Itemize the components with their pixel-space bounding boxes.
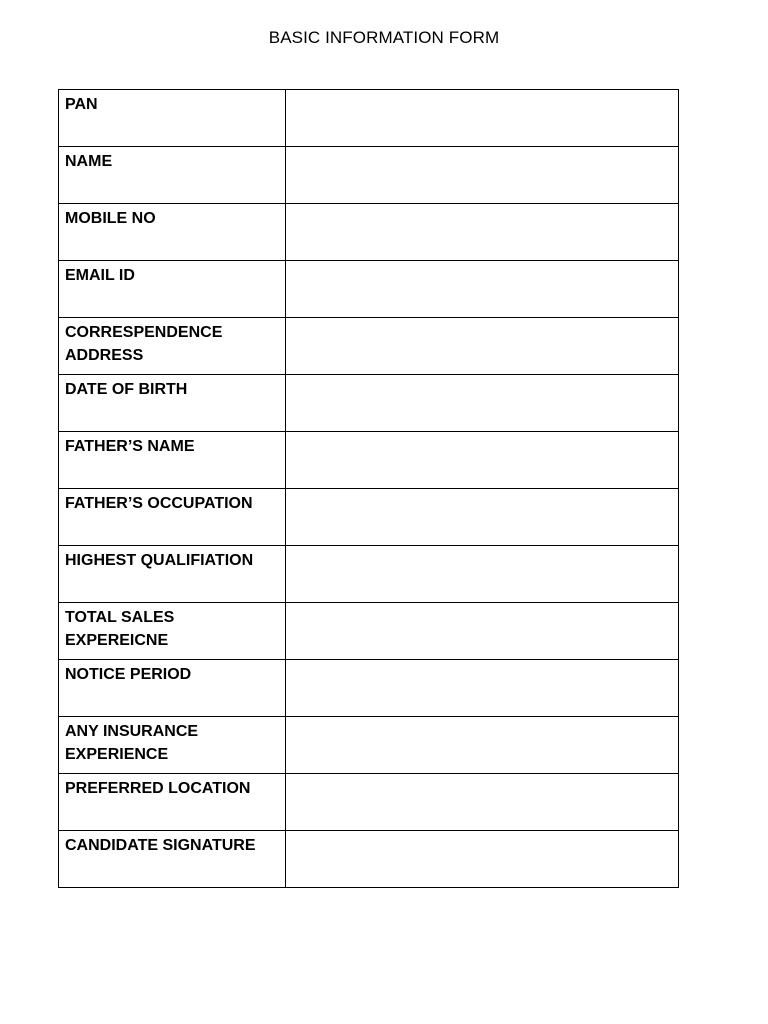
total-sales-experience-entry-field[interactable] [286,603,679,660]
field-label-preferred-location: PREFERRED LOCATION [65,780,251,797]
label-cell [59,660,286,717]
table-row-fathers-occupation [59,489,679,546]
field-label-insurance-experience: ANY INSURANCE EXPERIENCE [65,723,199,763]
label-cell [59,147,286,204]
label-cell [59,774,286,831]
table-row-sales-experience [59,603,679,660]
label-cell [59,603,286,660]
label-cell [59,432,286,489]
field-label-candidate-signature: CANDIDATE SIGNATURE [65,837,256,854]
label-cell [59,546,286,603]
label-cell [59,375,286,432]
field-label-fathers-occupation: FATHER’S OCCUPATION [65,495,253,512]
preferred-location-entry-field[interactable] [286,774,679,831]
table-row-dob [59,375,679,432]
field-label-date-of-birth: DATE OF BIRTH [65,381,188,398]
notice-period-entry-field[interactable] [286,660,679,717]
label-cell [59,261,286,318]
table-row-email [59,261,679,318]
correspondence-address-entry-field[interactable] [286,318,679,375]
name-entry-field[interactable] [286,147,679,204]
table-row-name [59,147,679,204]
field-label-pan: PAN [65,96,98,113]
label-cell [59,90,286,147]
label-cell [59,318,286,375]
table-row-insurance-experience [59,717,679,774]
form-title: BASIC INFORMATION FORM [268,28,500,47]
field-label-name: NAME [65,153,113,170]
field-label-fathers-name: FATHER’S NAME [65,438,195,455]
label-cell [59,489,286,546]
field-label-email-id: EMAIL ID [65,267,135,284]
date-of-birth-entry-field[interactable] [286,375,679,432]
fathers-name-entry-field[interactable] [286,432,679,489]
field-label-highest-qualification: HIGHEST QUALIFIATION [65,552,254,569]
table-row-signature [59,831,679,888]
table-row-pan [59,90,679,147]
candidate-signature-entry-field[interactable] [286,831,679,888]
field-label-mobile-no: MOBILE NO [65,210,156,227]
insurance-experience-entry-field[interactable] [286,717,679,774]
email-id-entry-field[interactable] [286,261,679,318]
label-cell [59,204,286,261]
table-row-address [59,318,679,375]
highest-qualification-entry-field[interactable] [286,546,679,603]
mobile-no-entry-field[interactable] [286,204,679,261]
label-cell [59,717,286,774]
label-cell [59,831,286,888]
table-row-preferred-location [59,774,679,831]
fathers-occupation-entry-field[interactable] [286,489,679,546]
table-row-mobile [59,204,679,261]
pan-entry-field[interactable] [286,90,679,147]
field-label-correspondence-address: CORRESPENDENCE ADDRESS [65,324,223,364]
field-label-notice-period: NOTICE PERIOD [65,666,192,683]
field-label-total-sales-experience: TOTAL SALES EXPEREICNE [65,609,175,649]
table-row-fathers-name [59,432,679,489]
information-form-table [58,89,679,888]
table-row-notice-period [59,660,679,717]
table-row-qualification [59,546,679,603]
